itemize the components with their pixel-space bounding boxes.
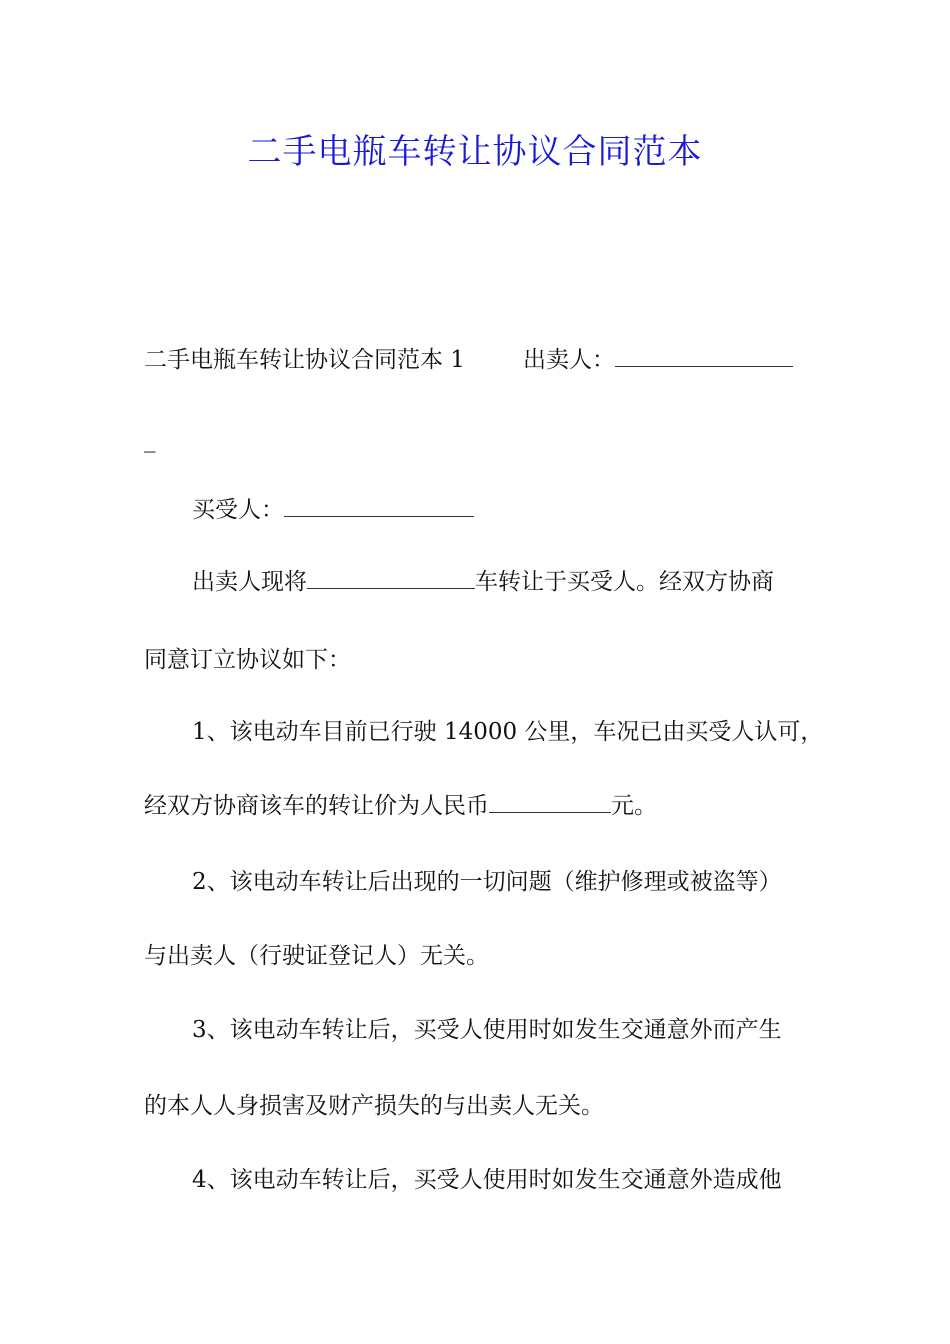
contract-heading: 二手电瓶车转让协议合同范本 1 <box>144 347 465 373</box>
intro-text-b: 车转让于买受人。经双方协商 <box>475 569 774 595</box>
intro-text-c: 同意订立协议如下： <box>144 647 351 673</box>
clause-1-line-1 <box>192 716 824 748</box>
heading-line <box>144 344 814 376</box>
clause-3-text-a: 3、该电动车转让后，买受人使用时如发生交通意外而产生 <box>192 1017 782 1043</box>
seller-tail-line <box>144 424 814 456</box>
clause-4-line-1 <box>192 1164 814 1196</box>
document-title: 二手电瓶车转让协议合同范本 <box>247 132 703 172</box>
clause-2-text-a: 2、该电动车转让后出现的一切问题（维护修理或被盗等） <box>192 869 782 895</box>
intro-line-2 <box>144 644 814 676</box>
clause-2-line-1 <box>192 866 814 898</box>
clause-1-text-b: 经双方协商该车的转让价为人民币 <box>144 793 489 819</box>
clause-1-line-2 <box>144 790 814 822</box>
clause-4-text-a: 4、该电动车转让后，买受人使用时如发生交通意外造成他 <box>192 1167 782 1193</box>
buyer-blank <box>284 494 474 517</box>
clause-2-text-b: 与出卖人（行驶证登记人）无关。 <box>144 943 489 969</box>
seller-blank <box>615 344 793 367</box>
clause-2-line-2 <box>144 940 814 972</box>
seller-tail: _ <box>144 427 156 453</box>
intro-line-1 <box>192 566 814 598</box>
price-blank <box>489 790 611 813</box>
buyer-label: 买受人： <box>192 497 284 523</box>
buyer-line <box>192 494 814 526</box>
clause-1-text-c: 元。 <box>611 793 657 819</box>
clause-3-line-1 <box>192 1014 814 1046</box>
clause-3-text-b: 的本人人身损害及财产损失的与出卖人无关。 <box>144 1093 604 1119</box>
seller-label: 出卖人： <box>522 347 615 373</box>
intro-text-a: 出卖人现将 <box>192 569 307 595</box>
clause-3-line-2 <box>144 1090 814 1122</box>
clause-1-text-a: 1、该电动车目前已行驶 14000 公里，车况已由买受人认可， <box>192 719 824 745</box>
vehicle-blank <box>307 566 475 589</box>
